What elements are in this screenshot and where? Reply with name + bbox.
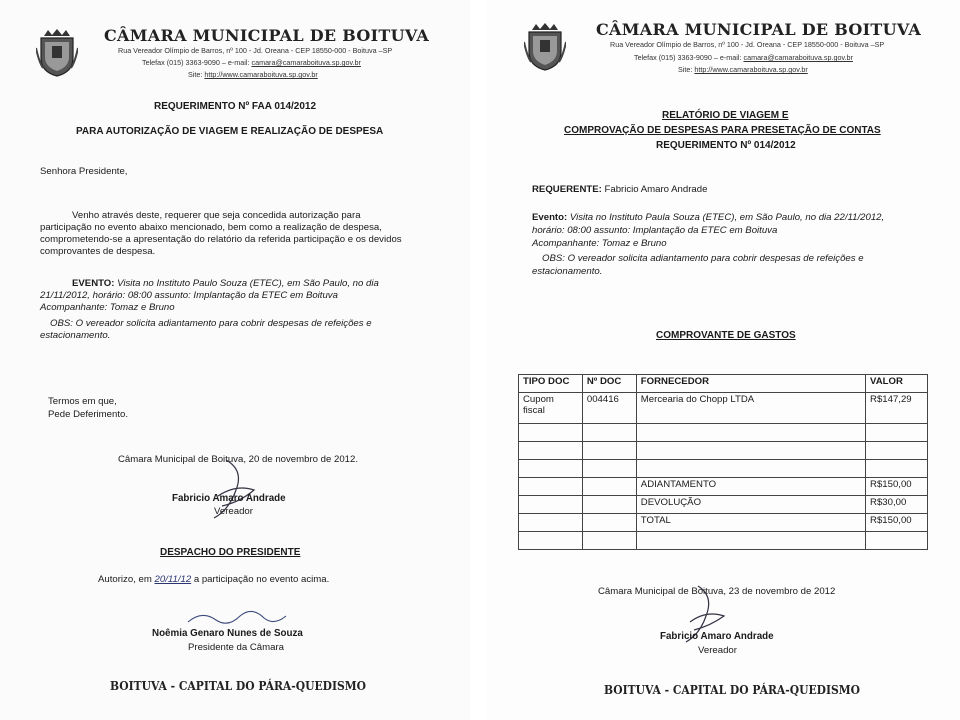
header-email-link[interactable]: camara@camaraboituva.sp.gov.br (743, 53, 853, 62)
event-line-2: horário: 08:00 assunto: Implantação da ETEC em Boituva (532, 225, 778, 236)
report-title-2: COMPROVAÇÃO DE DESPESAS PARA PRESETAÇÃO DE CONTAS (564, 125, 881, 136)
event-line-4: OBS: O vereador solicita adiantamento para cobrir despesas de refeições e (542, 253, 864, 264)
document-page-left (0, 0, 470, 720)
table-row-total (519, 514, 928, 532)
event-line-3: Acompanhante: Tomaz e Bruno (532, 238, 667, 249)
despacho-title: DESPACHO DO PRESIDENTE (160, 547, 301, 558)
table-row (519, 393, 928, 424)
closing-line-2: Pede Deferimento. (48, 409, 128, 420)
total-label: TOTAL (636, 514, 865, 532)
table-cell: R$147,29 (866, 393, 928, 424)
table-header-cell: TIPO DOC (519, 375, 583, 393)
expense-table (518, 374, 928, 550)
table-cell: Cupom fiscal (519, 393, 583, 424)
footer-slogan: BOITUVA - CAPITAL DO PÁRA-QUEDISMO (110, 678, 367, 693)
table-row-empty (519, 532, 928, 550)
gastos-title: COMPROVANTE DE GASTOS (656, 330, 796, 341)
header-site-link[interactable]: http://www.camaraboituva.sp.gov.br (694, 65, 808, 74)
table-row-empty (519, 442, 928, 460)
signer-name: Fabricio Amaro Andrade (172, 493, 286, 504)
requerente-name: Fabricio Amaro Andrade (601, 184, 708, 195)
event-label: Evento: (532, 212, 568, 223)
adiantamento-label: ADIANTAMENTO (636, 478, 865, 496)
devolucao-value: R$30,00 (866, 496, 928, 514)
body-line-2: participação no evento abaixo mencionado, bem como a realização de despesa, (40, 222, 382, 233)
document-page-right (486, 0, 960, 720)
closing-line-1: Termos em que, (48, 396, 117, 407)
table-cell: 004416 (582, 393, 636, 424)
event-line-2: 21/11/2012, horário: 08:00 assunto: Implantação da ETEC em Boituva (40, 290, 338, 301)
footer-slogan: BOITUVA - CAPITAL DO PÁRA-QUEDISMO (604, 682, 861, 697)
header-address: Rua Vereador Olímpio de Barros, nº 100 - Jd. Oreana - CEP 18550-000 - Boituva –SP (610, 40, 885, 49)
event-line-5: estacionamento. (40, 330, 111, 341)
table-row-empty (519, 460, 928, 478)
president-role: Presidente da Câmara (188, 642, 284, 653)
header-site-label: Site: (678, 65, 695, 74)
header-site (188, 70, 318, 79)
body-line-3: comprometendo-se a apresentação do relatório da referida participação e os devidos (40, 234, 402, 245)
autorizo-prefix: Autorizo, em (98, 574, 155, 585)
table-header-cell: Nº DOC (582, 375, 636, 393)
header-site-label: Site: (188, 70, 205, 79)
event-line-4: OBS: O vereador solicita adiantamento para cobrir despesas de refeições e (50, 318, 372, 329)
total-value: R$150,00 (866, 514, 928, 532)
header-contact (142, 58, 361, 67)
signer-name: Fabricio Amaro Andrade (660, 631, 774, 642)
header-phone: Telefax (015) 3363-9090 – e-mail: (142, 58, 252, 67)
president-name: Noêmia Genaro Nunes de Souza (152, 628, 303, 639)
signer-role: Vereador (214, 506, 253, 517)
event-line-1 (532, 212, 884, 224)
report-title-3: REQUERIMENTO Nº 014/2012 (656, 140, 796, 151)
requerente-label: REQUERENTE: (532, 184, 602, 195)
table-header-cell: FORNECEDOR (636, 375, 865, 393)
header-address: Rua Vereador Olímpio de Barros, nº 100 - Jd. Oreana - CEP 18550-000 - Boituva –SP (118, 46, 393, 55)
adiantamento-value: R$150,00 (866, 478, 928, 496)
table-row-empty (519, 424, 928, 442)
event-line-3: Acompanhante: Tomaz e Bruno (40, 302, 175, 313)
table-header-cell: VALOR (866, 375, 928, 393)
requerente-line (532, 184, 707, 196)
municipal-crest-icon (36, 28, 78, 78)
place-date: Câmara Municipal de Boituva, 20 de novembro de 2012. (118, 454, 358, 465)
body-line-4: comprovantes de despesa. (40, 246, 156, 257)
table-row-adiantamento (519, 478, 928, 496)
event-text-1: Visita no Instituto Paula Souza (ETEC), em São Paulo, no dia 22/11/2012, (567, 212, 885, 223)
header-title: CÂMARA MUNICIPAL DE BOITUVA (104, 26, 430, 45)
table-cell: Mercearia do Chopp LTDA (636, 393, 865, 424)
event-label: EVENTO: (72, 278, 115, 289)
salutation: Senhora Presidente, (40, 166, 128, 177)
request-title: REQUERIMENTO Nº FAA 014/2012 (154, 101, 317, 112)
autorizo-line (98, 574, 329, 586)
body-line-1: Venho através deste, requerer que seja concedida autorização para (72, 210, 361, 221)
request-subject: PARA AUTORIZAÇÃO DE VIAGEM E REALIZAÇÃO DE DESPESA (76, 126, 384, 137)
header-site-link[interactable]: http://www.camaraboituva.sp.gov.br (204, 70, 318, 79)
header-email-link[interactable]: camara@camaraboituva.sp.gov.br (251, 58, 361, 67)
header-site (678, 65, 808, 74)
header-phone: Telefax (015) 3363-9090 – e-mail: (634, 53, 744, 62)
autorizo-suffix: a participação no evento acima. (191, 574, 330, 585)
event-line-5: estacionamento. (532, 266, 603, 277)
place-date: Câmara Municipal de Boituva, 23 de novembro de 2012 (598, 586, 836, 597)
event-line-1 (72, 278, 379, 290)
municipal-crest-icon (524, 22, 566, 72)
header-contact (634, 53, 853, 62)
autorizo-date: 20/11/12 (154, 574, 192, 585)
header-title: CÂMARA MUNICIPAL DE BOITUVA (596, 20, 922, 39)
signer-role: Vereador (698, 645, 737, 656)
table-header-row (519, 375, 928, 393)
event-text-1: Visita no Instituto Paulo Souza (ETEC), em São Paulo, no dia (114, 278, 379, 289)
report-title-1: RELATÓRIO DE VIAGEM E (662, 110, 789, 121)
table-row-devolucao (519, 496, 928, 514)
devolucao-label: DEVOLUÇÃO (636, 496, 865, 514)
